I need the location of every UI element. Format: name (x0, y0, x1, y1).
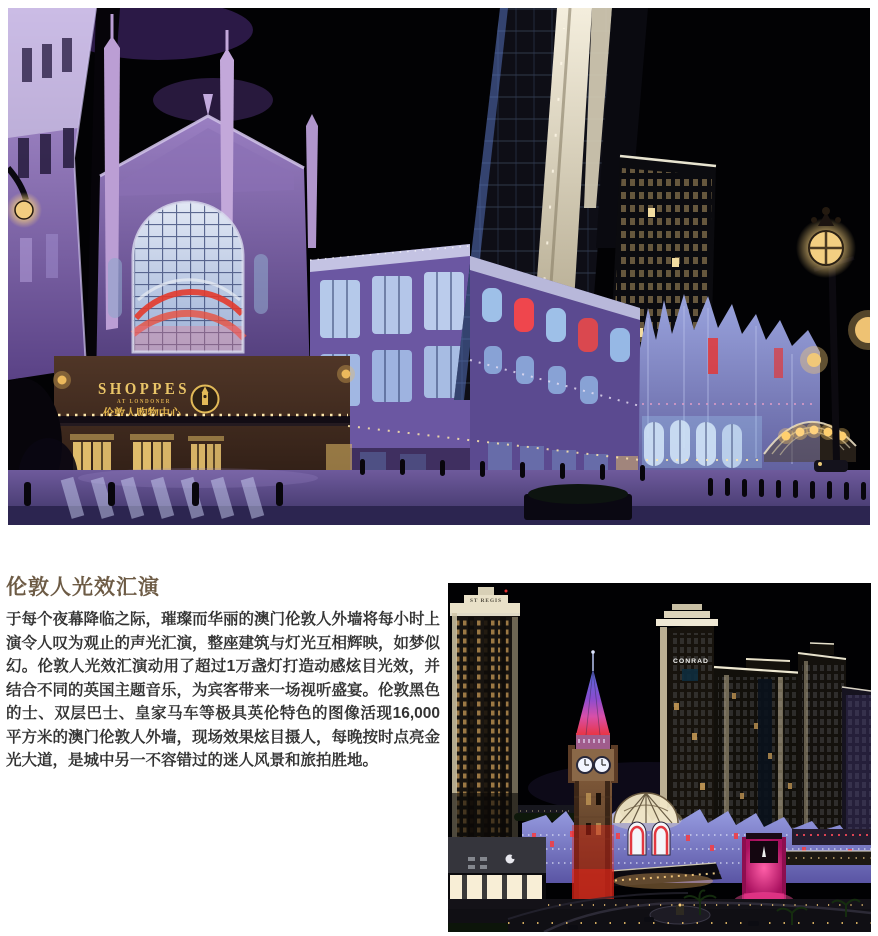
article-section (6, 571, 440, 773)
magenta-tower (734, 833, 794, 910)
st-regis-tower (450, 587, 520, 843)
arched-window-bus-screen (133, 202, 244, 352)
big-ben-emblem-icon (192, 386, 219, 413)
article-heading: 伦敦人光效汇演 (6, 575, 160, 599)
facade-photo-illustration (8, 8, 870, 525)
facade-night-photo (8, 8, 870, 525)
article-body: 于每个夜幕降临之际，璀璨而华丽的澳门伦敦人外墙将每小时上演令人叹为观止的声光汇演，整座建筑与灯光互相辉映，如梦似幻。伦敦人光效汇演动用了超过1万盏灯打造动感炫目光效，并结合不同的英国主题音乐，为宾客带来一场视听盛宴。伦敦黑色的士、双层巴士、皇家马车等极具英伦特色的图像活现16,000平方米的澳门伦敦人外墙，现场效果炫目摄人，每晚按时点亮金光大道，是城中另一不容错过的迷人风景和旅拍胜地。 (6, 611, 441, 769)
resort-photo-illustration (448, 583, 871, 932)
entrance-canopy-lights (54, 415, 350, 426)
sign-line2: AT LONDONER (117, 398, 171, 405)
st-regis-sign: ST REGIS (470, 598, 502, 604)
mid-hotel-tower (714, 659, 804, 835)
sign-line3: 伦敦人购物中心 (103, 408, 184, 420)
conrad-sign: CONRAD (673, 658, 709, 665)
sign-line1: SHOPPES (98, 379, 190, 398)
resort-night-photo (448, 583, 871, 932)
